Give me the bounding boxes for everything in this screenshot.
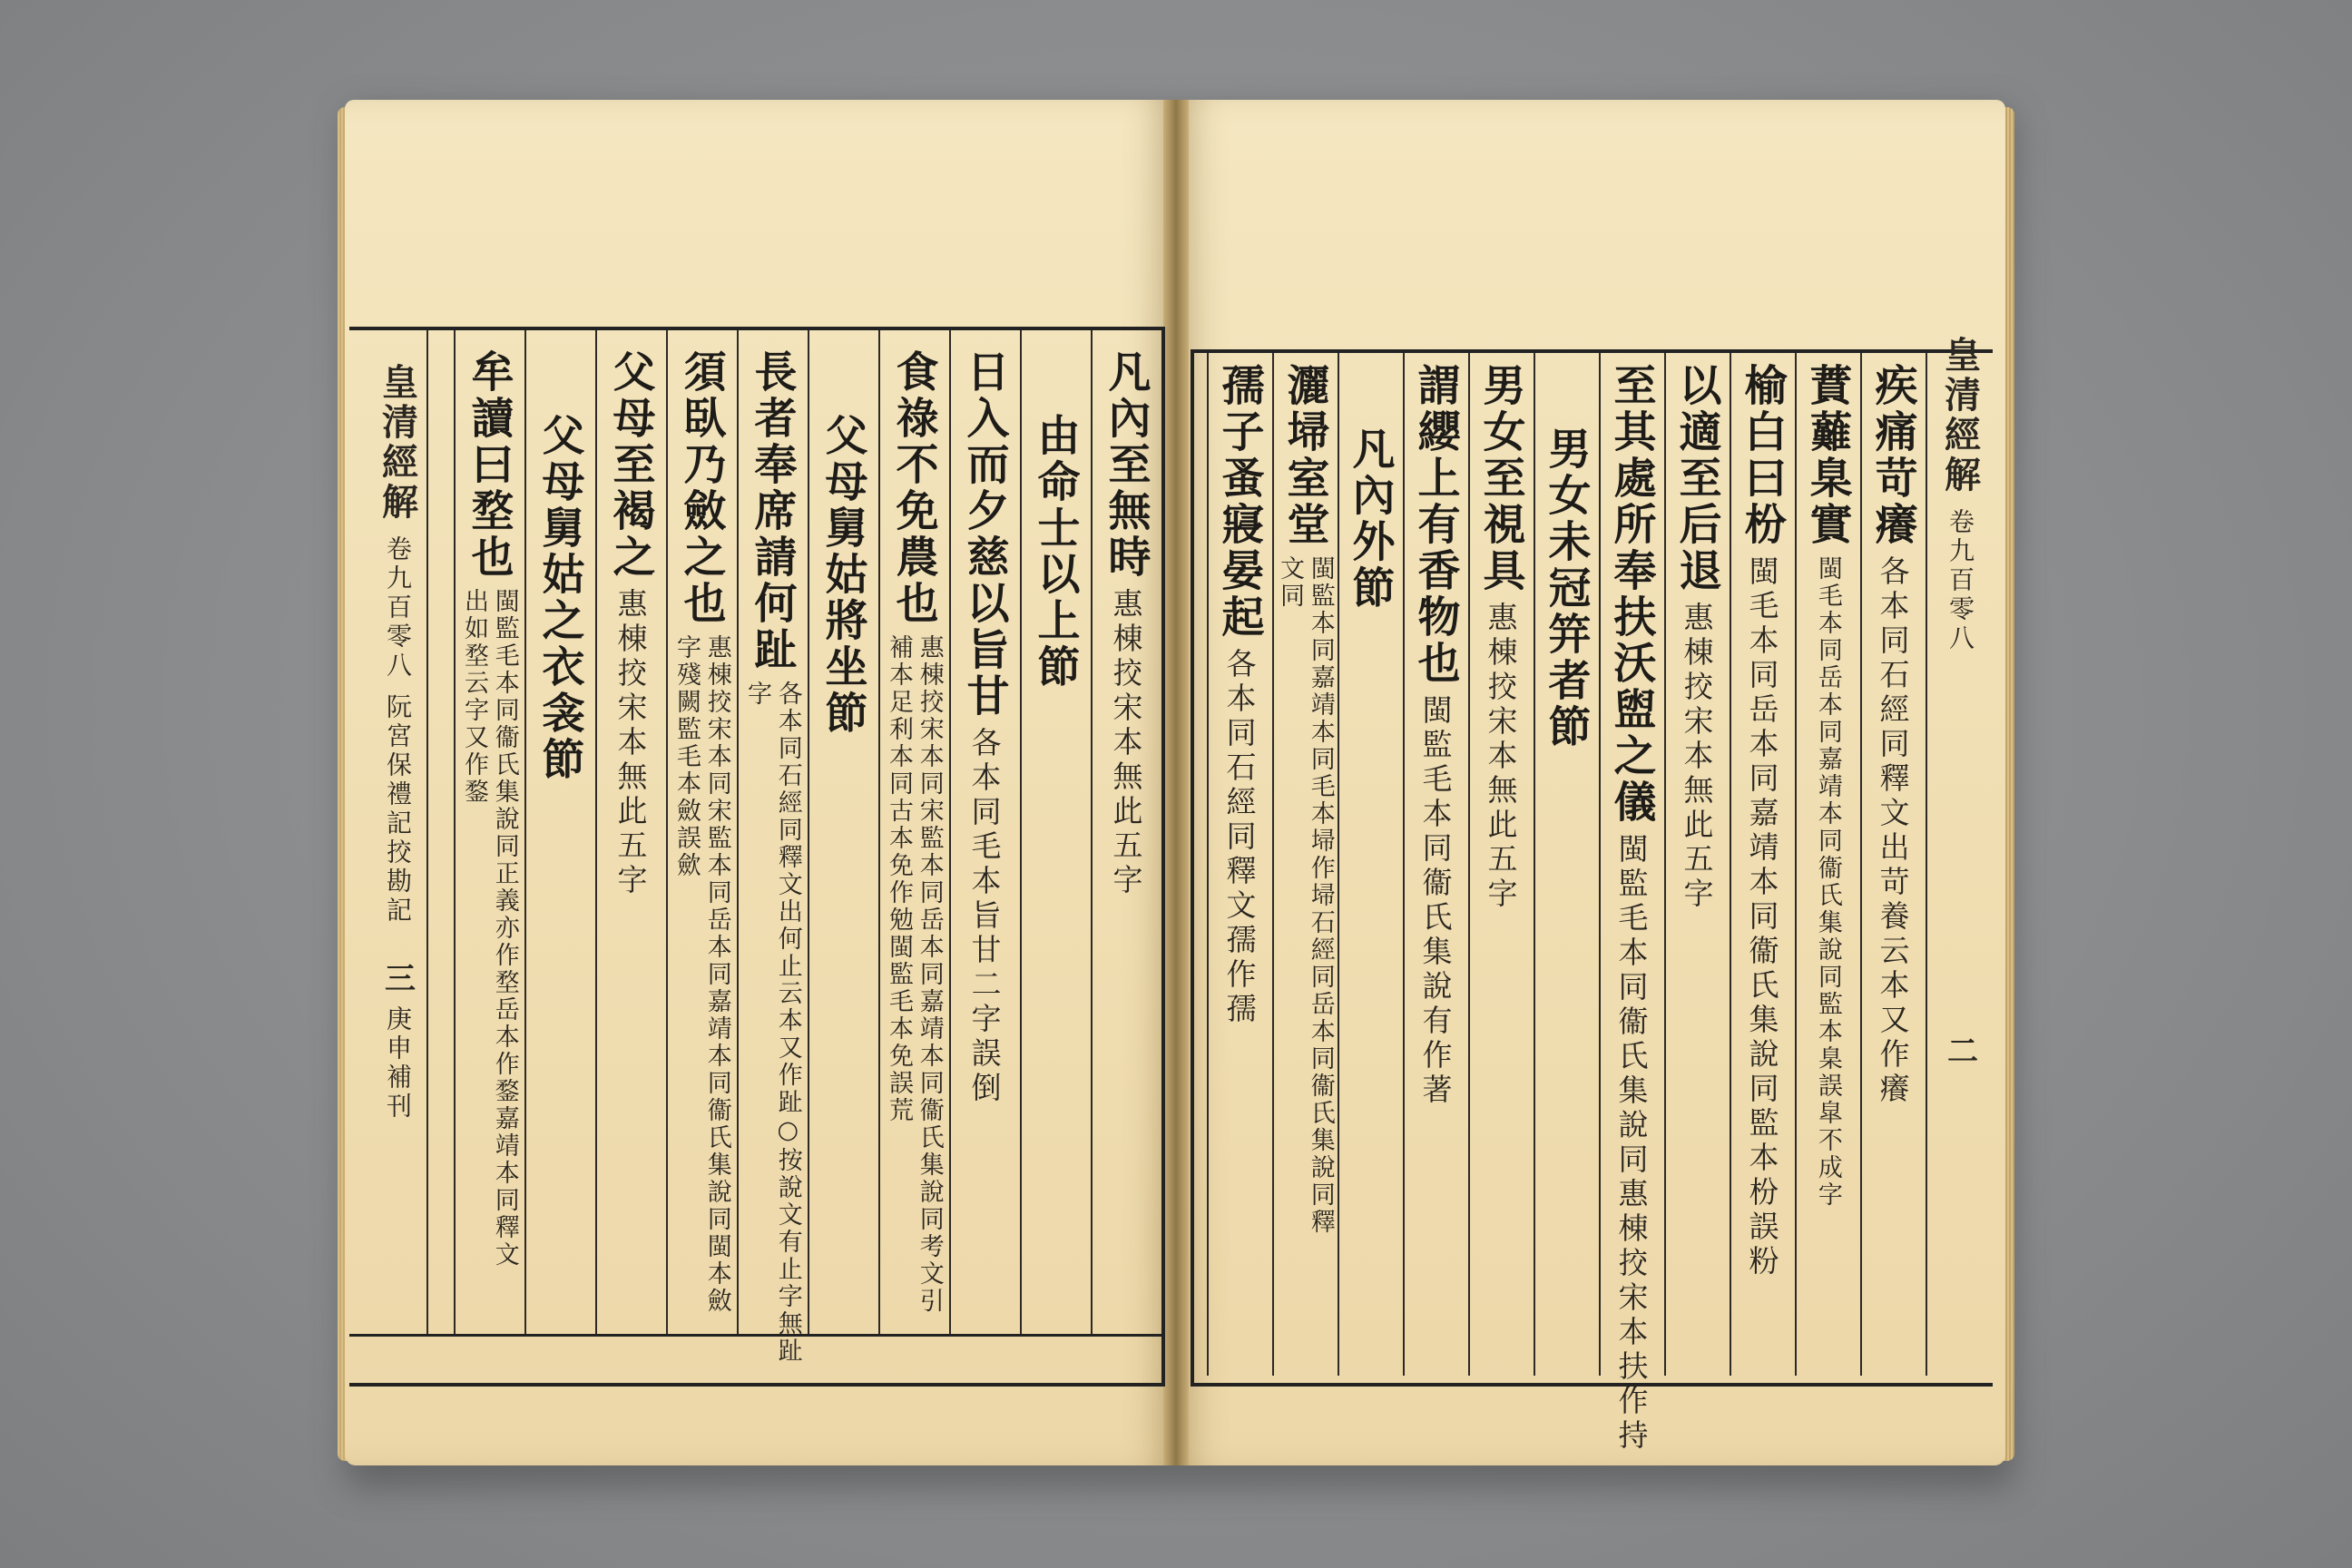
text-column [808, 349, 878, 737]
column-main-text: 父母舅姑之衣衾節 [534, 413, 585, 783]
column-main-text: 日入而夕慈以旨甘 [959, 349, 1010, 720]
column-annotation: 惠棟挍宋本無此五字 [1108, 588, 1144, 898]
column-annotation: 閩監毛本同衞氏集說有作著 [1417, 694, 1454, 1108]
text-column [1730, 363, 1795, 1279]
text-column [1664, 363, 1730, 912]
text-column [666, 349, 737, 1324]
column-annotation: 惠棟挍宋本同宋監本同岳本同嘉靖本同衞氏集說同閩本斂字殘闕監毛本斂誤歛 [672, 634, 731, 1315]
text-column [1534, 363, 1599, 750]
text-column [1207, 363, 1272, 1027]
column-divider [1272, 353, 1274, 1376]
right-margin-page: 二 [1941, 1034, 1978, 1069]
column-annotation: 惠棟挍宋本無此五字 [1679, 602, 1715, 912]
column-main-text: 男女未冠笄者節 [1541, 426, 1592, 750]
left-margin-volume: 卷九百零八 [383, 535, 413, 681]
column-divider [1020, 330, 1022, 1334]
column-divider [666, 330, 668, 1334]
column-annotation: 閩監毛本同衞氏集說同正義亦作堥岳本作鍪嘉靖本同釋文出如堥云字又作鍪 [460, 588, 519, 1269]
column-divider [1860, 353, 1862, 1376]
right-margin-title: 皇清經解 [1938, 336, 1982, 495]
column-annotation: 惠棟挍宋本同宋監本同岳本同嘉靖本同衞氏集說同考文引補本足利本同古本免作勉閩監毛本免誤荒 [885, 634, 944, 1315]
text-column [595, 349, 666, 898]
column-main-text: 凡內外節 [1345, 426, 1396, 612]
column-annotation: 惠棟挍宋本無此五字 [612, 588, 649, 898]
text-column [949, 349, 1020, 1106]
column-divider [454, 330, 456, 1334]
left-margin-strip [370, 363, 425, 1122]
text-column [878, 349, 949, 1324]
column-main-text: 蕡䕼臬實 [1802, 363, 1853, 548]
column-main-text: 謂纓上有香物也 [1410, 363, 1461, 687]
left-margin-edition: 庚申補刊 [383, 1005, 413, 1122]
left-margin-source: 阮宮保禮記挍勘記 [383, 693, 413, 926]
left-margin-page: 三 [378, 962, 416, 996]
text-column [1468, 363, 1534, 912]
text-column [454, 349, 524, 1278]
column-divider [1207, 353, 1209, 1376]
text-column [1860, 363, 1926, 1107]
column-main-text: 父母至褐之 [605, 349, 656, 581]
column-annotation: 各本同石經同釋文孺作孺 [1221, 648, 1258, 1027]
text-column [1020, 349, 1091, 691]
column-divider [1403, 353, 1405, 1376]
left-margin-divider [426, 330, 428, 1334]
column-main-text: 食祿不免農也 [888, 349, 939, 627]
right-margin-strip [1931, 336, 1989, 1069]
right-margin-divider [1926, 353, 1927, 1376]
column-main-text: 男女至視具 [1475, 363, 1526, 594]
text-column [737, 349, 808, 1370]
column-divider [1664, 353, 1666, 1376]
left-margin-title: 皇清經解 [376, 363, 419, 523]
column-divider [1338, 353, 1339, 1376]
text-column [1795, 363, 1860, 1245]
text-column [1091, 349, 1161, 898]
text-column [1338, 363, 1403, 612]
column-main-text: 須臥乃斂之也 [676, 349, 727, 627]
column-divider [1468, 353, 1470, 1376]
column-annotation: 閩監毛本同衞氏集說同惠棟挍宋本扶作持 [1613, 833, 1650, 1454]
column-divider [949, 330, 951, 1334]
column-divider [1534, 353, 1535, 1376]
column-annotation: 閩監本同嘉靖本同毛本埽作埽石經同岳本同衞氏集說同釋文同 [1276, 555, 1335, 1236]
text-column [524, 349, 595, 783]
column-main-text: 長者奉席請何趾 [747, 349, 798, 673]
column-main-text: 榆白曰枌 [1737, 363, 1788, 548]
column-main-text: 孺子蚤寢晏起 [1214, 363, 1265, 641]
text-column [1403, 363, 1468, 1108]
column-main-text: 以適至后退 [1671, 363, 1722, 594]
text-column [1272, 363, 1338, 1245]
column-main-text: 父母舅姑將坐節 [818, 413, 868, 737]
column-main-text: 牟讀曰堥也 [464, 349, 514, 581]
column-main-text: 由命士以上節 [1030, 413, 1081, 691]
column-divider [1599, 353, 1601, 1376]
column-divider [524, 330, 526, 1334]
column-main-text: 灑埽室堂 [1279, 363, 1330, 548]
column-annotation: 各本同毛本旨甘二字誤倒 [966, 727, 1003, 1106]
column-divider [737, 330, 739, 1334]
column-annotation: 惠棟挍宋本無此五字 [1483, 602, 1519, 912]
column-main-text: 凡內至無時 [1101, 349, 1152, 581]
column-annotation: 閩毛本同岳本同嘉靖本同衞氏集說同監本枌誤粉 [1744, 555, 1780, 1279]
column-divider [1091, 330, 1093, 1334]
book-gutter [1163, 100, 1189, 1465]
column-divider [1730, 353, 1731, 1376]
text-column [1599, 363, 1664, 1454]
right-margin-volume: 卷九百零八 [1945, 508, 1975, 653]
column-divider [808, 330, 809, 1334]
column-main-text: 至其處所奉扶沃盥之儀 [1606, 363, 1657, 826]
column-divider [1795, 353, 1797, 1376]
column-divider [595, 330, 597, 1334]
column-main-text: 疾痛苛癢 [1867, 363, 1918, 548]
column-annotation: 閩毛本同岳本同嘉靖本同衞氏集說同監本臬誤皐不成字 [1813, 555, 1842, 1209]
column-divider [878, 330, 880, 1334]
column-annotation: 各本同石經同釋文出苛養云本又作癢 [1875, 555, 1911, 1107]
column-annotation: 各本同石經同釋文出何止云本又作趾○按說文有止字無趾字 [743, 681, 802, 1365]
